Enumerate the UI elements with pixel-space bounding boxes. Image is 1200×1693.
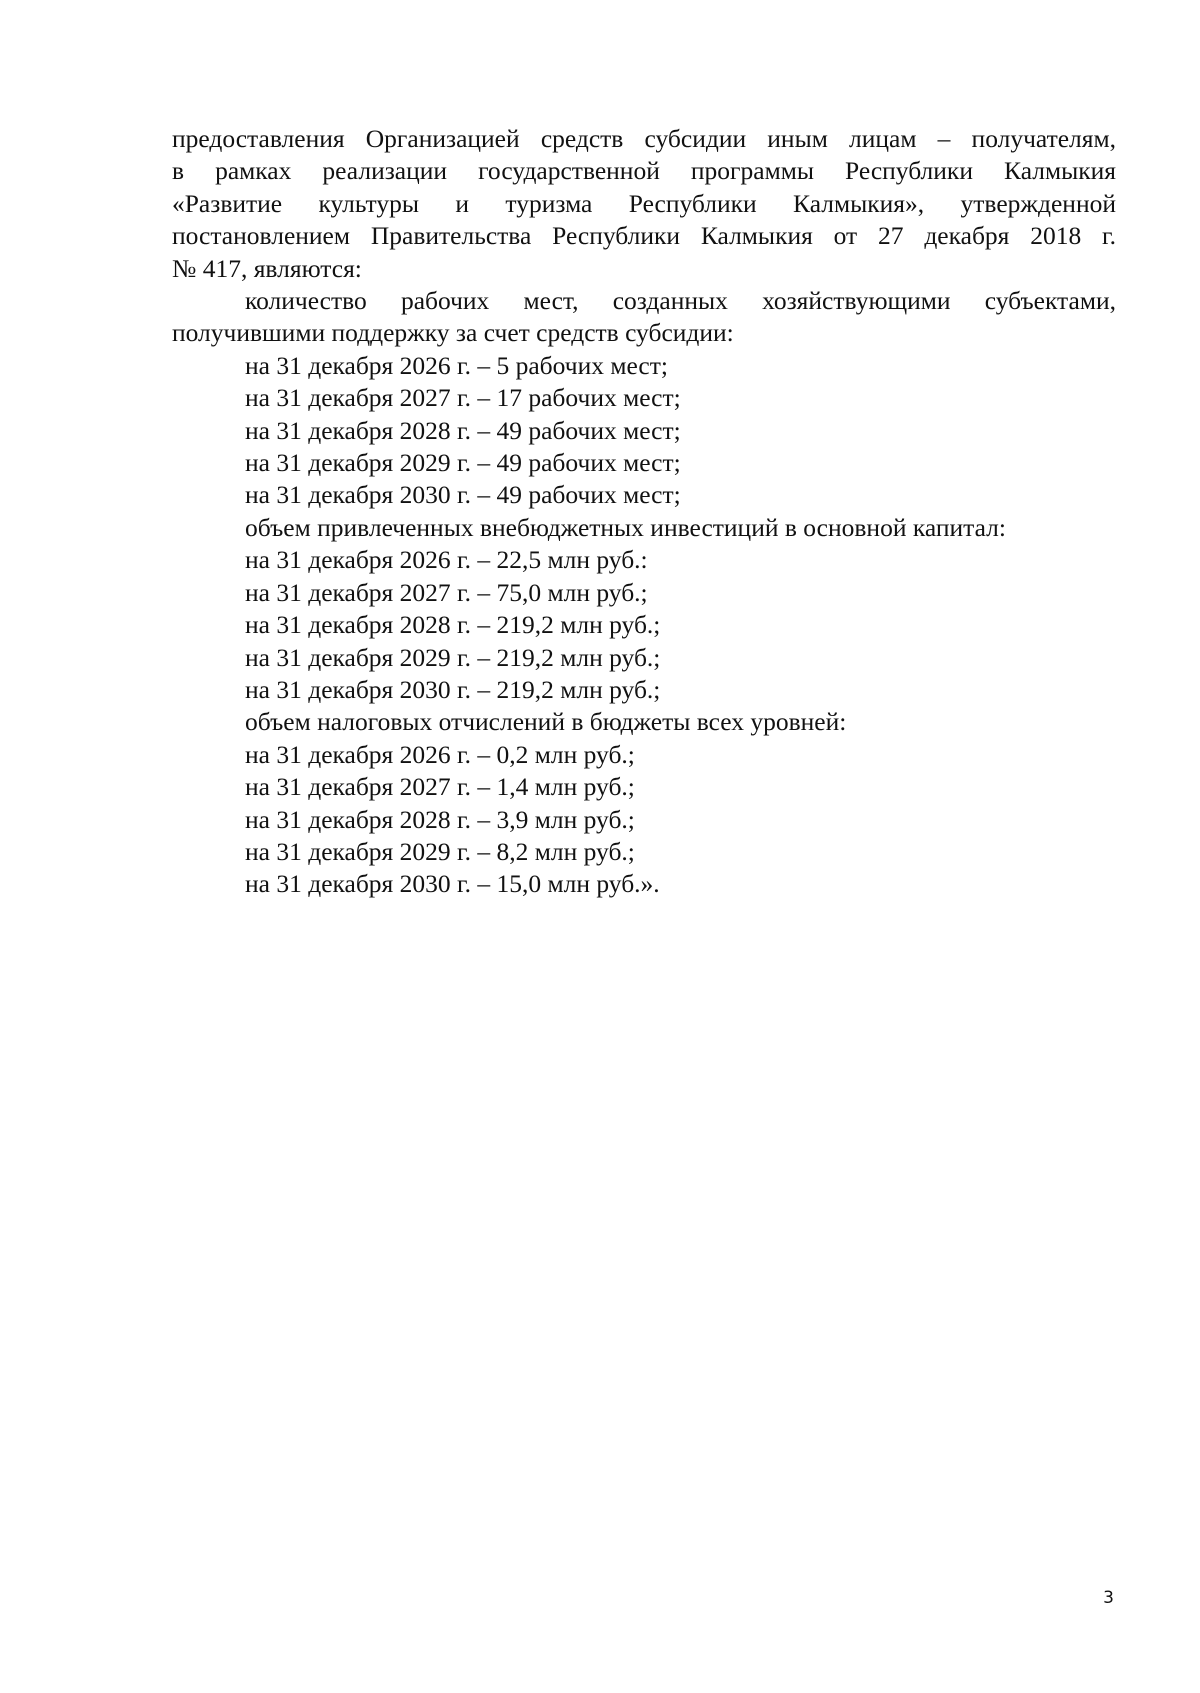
jobs-list — [172, 350, 1116, 512]
investment-item: на 31 декабря 2026 г. – 22,5 млн руб.: — [245, 545, 648, 575]
investment-heading: объем привлеченных внебюджетных инвестиций в основной капитал: — [245, 512, 1006, 542]
tax-item: на 31 декабря 2027 г. – 1,4 млн руб.; — [245, 772, 635, 802]
intro-paragraph — [172, 123, 1116, 285]
intro-line: «Развитие культуры и туризма Республики Калмыкия», утвержденной — [172, 188, 1116, 218]
tax-item: на 31 декабря 2030 г. – 15,0 млн руб.». — [245, 869, 660, 899]
investment-item: на 31 декабря 2029 г. – 219,2 млн руб.; — [245, 642, 661, 672]
tax-item: на 31 декабря 2029 г. – 8,2 млн руб.; — [245, 836, 635, 866]
jobs-heading — [172, 285, 1116, 350]
intro-line: № 417, являются: — [172, 253, 362, 283]
tax-item: на 31 декабря 2028 г. – 3,9 млн руб.; — [245, 804, 635, 834]
investment-item: на 31 декабря 2028 г. – 219,2 млн руб.; — [245, 610, 661, 640]
jobs-item: на 31 декабря 2030 г. – 49 рабочих мест; — [245, 480, 681, 510]
jobs-item: на 31 декабря 2027 г. – 17 рабочих мест; — [245, 383, 681, 413]
jobs-heading-line: получившими поддержку за счет средств субсидии: — [172, 318, 734, 348]
jobs-item: на 31 декабря 2026 г. – 5 рабочих мест; — [245, 350, 668, 380]
page-number: 3 — [1103, 1588, 1114, 1608]
tax-list — [172, 739, 1116, 901]
investment-item: на 31 декабря 2027 г. – 75,0 млн руб.; — [245, 577, 648, 607]
jobs-heading-line: количество рабочих мест, созданных хозяйствующими субъектами, — [245, 286, 1116, 316]
document-body — [172, 123, 1116, 901]
investment-item: на 31 декабря 2030 г. – 219,2 млн руб.; — [245, 674, 661, 704]
jobs-item: на 31 декабря 2029 г. – 49 рабочих мест; — [245, 448, 681, 478]
intro-line: в рамках реализации государственной программы Республики Калмыкия — [172, 156, 1116, 186]
tax-item: на 31 декабря 2026 г. – 0,2 млн руб.; — [245, 739, 635, 769]
intro-line: предоставления Организацией средств субсидии иным лицам – получателям, — [172, 124, 1116, 153]
jobs-item: на 31 декабря 2028 г. – 49 рабочих мест; — [245, 415, 681, 445]
tax-heading: объем налоговых отчислений в бюджеты всех уровней: — [245, 707, 847, 737]
investment-list — [172, 544, 1116, 706]
intro-line: постановлением Правительства Республики Калмыкия от 27 декабря 2018 г. — [172, 221, 1116, 251]
